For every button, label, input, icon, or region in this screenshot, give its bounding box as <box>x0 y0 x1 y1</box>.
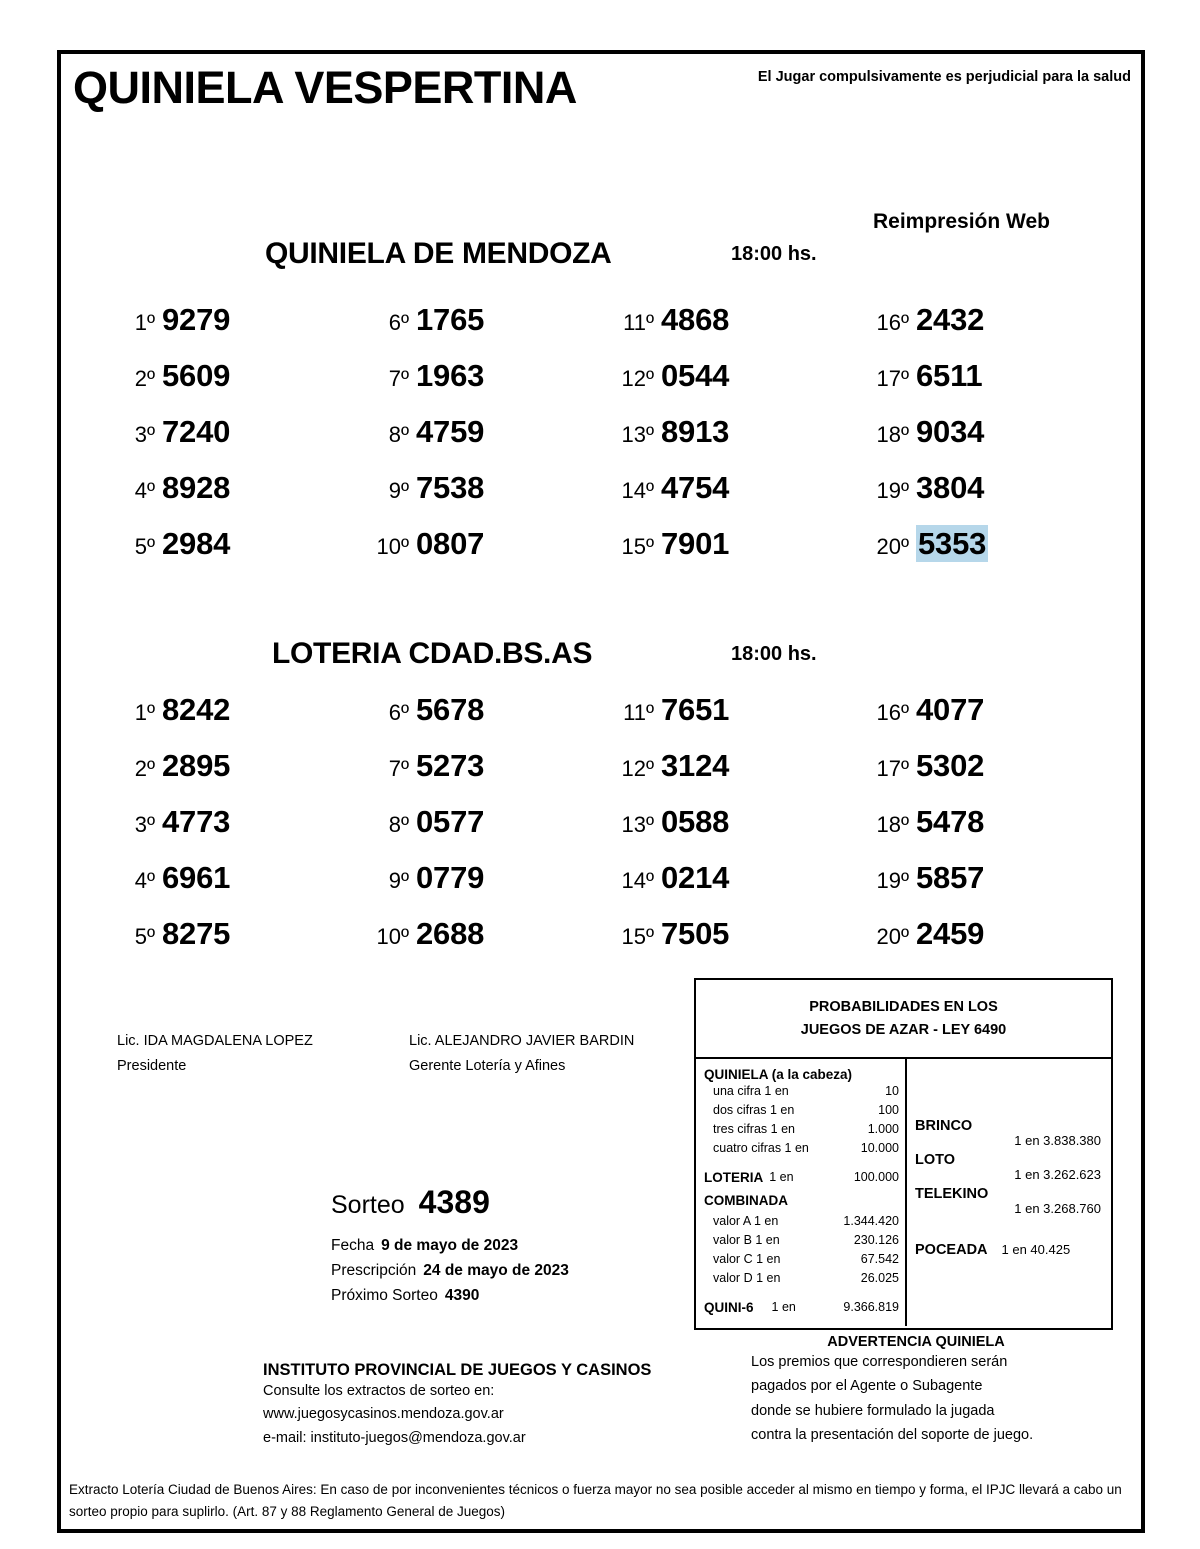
result-ordinal: 20º <box>876 924 909 949</box>
result-number: 2432 <box>916 302 985 337</box>
result-cell <box>606 472 729 503</box>
result-cell <box>861 862 984 893</box>
result-number: 1963 <box>416 358 485 393</box>
right-top-spacer <box>915 1067 1103 1118</box>
sorteo-proximo-label: Próximo Sorteo <box>331 1287 438 1305</box>
result-ordinal: 17º <box>876 366 909 391</box>
quiniela-row-2-label: dos cifras 1 en <box>713 1103 795 1117</box>
result-cell <box>606 750 729 781</box>
loteria-en: 1 en <box>769 1170 794 1184</box>
institute-block <box>263 1361 651 1450</box>
signature-manager <box>409 1029 634 1080</box>
result-number: 8913 <box>661 414 730 449</box>
result-number: 2984 <box>162 526 231 561</box>
result-number: 4077 <box>916 692 985 727</box>
result-ordinal: 7º <box>388 366 409 391</box>
combinada-head: COMBINADA <box>704 1192 788 1208</box>
reprint-label: Reimpresión Web <box>873 210 1050 233</box>
combinada-row-a <box>704 1212 899 1231</box>
result-number: 0577 <box>416 804 485 839</box>
result-number: 2688 <box>416 916 485 951</box>
combinada-row-b <box>704 1231 899 1250</box>
result-cell <box>861 806 984 837</box>
result-ordinal: 7º <box>388 756 409 781</box>
brinco-value: 1 en 3.838.380 <box>1014 1133 1101 1148</box>
spacer <box>704 1158 899 1167</box>
probabilities-body <box>696 1059 1111 1326</box>
result-number: 4773 <box>162 804 231 839</box>
quiniela-row-2 <box>704 1101 899 1120</box>
result-ordinal: 19º <box>876 478 909 503</box>
result-number: 0214 <box>661 860 730 895</box>
quini6-value: 9.366.819 <box>843 1299 899 1314</box>
result-ordinal: 2º <box>134 366 155 391</box>
result-number: 0588 <box>661 804 730 839</box>
result-number: 5609 <box>162 358 231 393</box>
result-ordinal: 1º <box>134 700 155 725</box>
telekino-label: TELEKINO <box>915 1186 989 1202</box>
institute-website[interactable]: www.juegosycasinos.mendoza.gov.ar <box>263 1406 504 1423</box>
result-cell <box>606 304 729 335</box>
result-ordinal: 11º <box>623 700 654 725</box>
combinada-row-d-value: 26.025 <box>860 1270 899 1285</box>
result-cell <box>117 694 230 725</box>
result-cell <box>117 304 230 335</box>
result-cell <box>117 360 230 391</box>
result-number: 4754 <box>661 470 730 505</box>
combinada-row-c <box>704 1250 899 1269</box>
sorteo-fecha-label: Fecha <box>331 1237 375 1254</box>
telekino-value: 1 en 3.268.760 <box>1014 1201 1101 1216</box>
brinco-label: BRINCO <box>915 1118 973 1134</box>
sorteo-number: 4389 <box>418 1184 490 1220</box>
result-cell <box>606 694 729 725</box>
result-cell <box>117 862 230 893</box>
advertencia-title: ADVERTENCIA QUINIELA <box>827 1334 1005 1350</box>
combinada-row-c-label: valor C 1 en <box>713 1251 781 1266</box>
probabilities-title <box>696 980 1111 1059</box>
result-ordinal: 4º <box>134 478 155 503</box>
quiniela-row-4-value: 10.000 <box>860 1141 899 1155</box>
result-ordinal: 3º <box>134 812 155 837</box>
quiniela-row-3 <box>704 1120 899 1139</box>
result-ordinal: 17º <box>876 756 909 781</box>
loto-value: 1 en 3.262.623 <box>1014 1167 1101 1182</box>
quiniela-row-3-label: tres cifras 1 en <box>713 1122 795 1136</box>
result-ordinal: 12º <box>621 756 654 781</box>
result-ordinal: 5º <box>134 534 155 559</box>
combinada-row-d <box>704 1269 899 1288</box>
result-cell <box>117 528 230 559</box>
result-cell <box>117 806 230 837</box>
result-cell <box>361 528 484 559</box>
result-cell <box>861 360 982 391</box>
advertencia-block <box>751 1334 1081 1447</box>
result-number: 6511 <box>916 358 983 393</box>
loteria-label: LOTERIA <box>704 1170 764 1185</box>
bottom-disclaimer: Extracto Lotería Ciudad de Buenos Aires: En caso de por inconvenientes técnicos o fuerza mayor no sea posible acceder al mismo en tiempo y forma, el IPJC llevará a cabo un sorteo propio para suplirlo. (Art. 87 y 88 Reglamento General de Juegos) <box>69 1482 1122 1520</box>
section-title-mendoza: QUINIELA DE MENDOZA <box>265 237 612 270</box>
result-cell <box>361 472 484 503</box>
result-number: 9279 <box>162 302 231 337</box>
quiniela-head: QUINIELA (a la cabeza) <box>704 1067 853 1082</box>
result-number: 5302 <box>916 748 985 783</box>
poceada-value: 1 en 40.425 <box>1001 1242 1071 1257</box>
section-header-loteria <box>61 609 1141 669</box>
result-number: 0807 <box>416 526 485 561</box>
title-bar <box>61 54 1141 132</box>
result-number: 7901 <box>661 526 730 561</box>
result-ordinal: 18º <box>876 812 909 837</box>
advertencia-line-3: donde se hubiere formulado la jugada <box>751 1402 995 1419</box>
poceada-row <box>915 1242 1103 1258</box>
result-cell <box>861 918 984 949</box>
institute-email[interactable]: e-mail: instituto-juegos@mendoza.gov.ar <box>263 1429 526 1446</box>
sorteo-fecha-value: 9 de mayo de 2023 <box>381 1237 519 1254</box>
quiniela-row-1 <box>704 1082 899 1101</box>
combinada-row-b-label: valor B 1 en <box>713 1232 780 1247</box>
result-cell <box>606 360 729 391</box>
result-number: 3124 <box>661 748 730 783</box>
result-cell <box>361 862 484 893</box>
result-number: 7505 <box>661 916 730 951</box>
result-number: 5478 <box>916 804 985 839</box>
result-cell <box>361 694 484 725</box>
result-cell <box>117 472 230 503</box>
result-cell <box>606 918 729 949</box>
result-ordinal: 16º <box>876 310 909 335</box>
sorteo-prescripcion-label: Prescripción <box>331 1262 417 1280</box>
result-cell <box>361 806 484 837</box>
quiniela-row-2-value: 100 <box>878 1103 899 1117</box>
result-cell <box>117 416 230 447</box>
signature-president-name: Lic. IDA MAGDALENA LOPEZ <box>117 1033 313 1049</box>
result-cell <box>606 806 729 837</box>
result-number: 8928 <box>162 470 231 505</box>
result-cell <box>117 750 230 781</box>
probabilities-right-column <box>907 1059 1111 1326</box>
quiniela-row-1-value: 10 <box>885 1084 899 1098</box>
sorteo-headline <box>331 1184 569 1221</box>
gambling-warning: El Jugar compulsivamente es perjudicial para la salud <box>757 69 1131 85</box>
result-ordinal: 18º <box>876 422 909 447</box>
sorteo-proximo <box>331 1283 569 1308</box>
result-number: 5857 <box>916 860 985 895</box>
result-ordinal: 5º <box>134 924 155 949</box>
result-number: 9034 <box>916 414 985 449</box>
poceada-label: POCEADA <box>915 1242 988 1258</box>
result-cell <box>606 862 729 893</box>
result-number: 7240 <box>162 414 231 449</box>
section-time-mendoza: 18:00 hs. <box>731 243 817 265</box>
result-number: 5273 <box>416 748 485 783</box>
signature-manager-role: Gerente Lotería y Afines <box>409 1058 566 1075</box>
quini6-en: 1 en <box>771 1299 796 1314</box>
institute-line-1: Consulte los extractos de sorteo en: <box>263 1383 495 1399</box>
result-number: 0779 <box>416 860 485 895</box>
section-header-mendoza <box>61 209 1141 269</box>
institute-title: INSTITUTO PROVINCIAL DE JUEGOS Y CASINOS <box>263 1361 652 1379</box>
result-cell <box>117 918 230 949</box>
result-ordinal: 10º <box>376 534 409 559</box>
result-ordinal: 16º <box>876 700 909 725</box>
result-cell <box>861 528 988 559</box>
result-ordinal: 13º <box>621 812 654 837</box>
quiniela-row-3-value: 1.000 <box>867 1122 899 1136</box>
combinada-row-b-value: 230.126 <box>853 1232 899 1247</box>
section-title-loteria: LOTERIA CDAD.BS.AS <box>272 637 593 670</box>
spacer-2 <box>704 1288 899 1297</box>
result-cell <box>861 750 984 781</box>
advertencia-line-1: Los premios que correspondieren serán <box>751 1354 1008 1370</box>
result-ordinal: 11º <box>623 310 654 335</box>
signature-manager-name: Lic. ALEJANDRO JAVIER BARDIN <box>409 1033 635 1049</box>
result-ordinal: 12º <box>621 366 654 391</box>
result-number: 3804 <box>916 470 985 505</box>
result-number: 2895 <box>162 748 231 783</box>
result-cell <box>606 416 729 447</box>
probabilities-box <box>694 978 1113 1330</box>
probabilities-left-column <box>696 1059 907 1326</box>
result-ordinal: 8º <box>388 812 409 837</box>
quiniela-row-4 <box>704 1139 899 1158</box>
result-cell <box>361 918 484 949</box>
sorteo-proximo-value: 4390 <box>444 1287 480 1305</box>
result-cell <box>361 304 484 335</box>
result-ordinal: 4º <box>134 868 155 893</box>
result-number: 5678 <box>416 692 485 727</box>
result-number: 0544 <box>661 358 730 393</box>
sorteo-prescripcion <box>331 1258 569 1283</box>
results-grid-loteria <box>61 694 1141 974</box>
advertencia-line-2: pagados por el Agente o Subagente <box>751 1378 983 1395</box>
result-ordinal: 6º <box>388 700 409 725</box>
probabilities-title-line2: JUEGOS DE AZAR - LEY 6490 <box>800 1021 1007 1038</box>
result-number: 4868 <box>661 302 730 337</box>
result-number: 4759 <box>416 414 485 449</box>
result-ordinal: 13º <box>621 422 654 447</box>
result-ordinal: 2º <box>134 756 155 781</box>
combinada-row-d-label: valor D 1 en <box>713 1270 781 1285</box>
probabilities-title-line1: PROBABILIDADES EN LOS <box>809 999 998 1016</box>
result-cell <box>861 304 984 335</box>
result-ordinal: 19º <box>876 868 909 893</box>
result-cell <box>361 360 484 391</box>
section-time-loteria: 18:00 hs. <box>731 643 817 665</box>
loteria-value: 100.000 <box>853 1170 899 1184</box>
advertencia-line-4: contra la presentación del soporte de juego. <box>751 1427 1034 1444</box>
result-number: 1765 <box>416 302 485 337</box>
sorteo-label: Sorteo <box>331 1191 405 1219</box>
sorteo-info <box>331 1184 569 1308</box>
result-ordinal: 9º <box>388 478 409 503</box>
result-ordinal: 6º <box>388 310 409 335</box>
result-cell <box>861 472 984 503</box>
result-ordinal: 1º <box>134 310 155 335</box>
result-cell <box>606 528 729 559</box>
result-number: 5353 <box>918 526 987 561</box>
signature-president-role: Presidente <box>117 1058 187 1075</box>
result-number: 7651 <box>661 692 730 727</box>
combinada-row-a-value: 1.344.420 <box>843 1213 899 1228</box>
signature-president <box>117 1029 313 1080</box>
combinada-row-c-value: 67.542 <box>860 1251 899 1266</box>
result-ordinal: 9º <box>388 868 409 893</box>
result-ordinal: 20º <box>876 534 909 559</box>
result-ordinal: 14º <box>621 478 654 503</box>
quini6-label: QUINI-6 <box>704 1299 754 1315</box>
result-number: 2459 <box>916 916 985 951</box>
result-number: 8275 <box>162 916 231 951</box>
combinada-row-a-label: valor A 1 en <box>713 1213 779 1228</box>
page-title: QUINIELA VESPERTINA <box>73 62 577 113</box>
quiniela-row-1-label: una cifra 1 en <box>713 1084 789 1098</box>
result-cell <box>361 416 484 447</box>
result-ordinal: 3º <box>134 422 155 447</box>
extract-sheet <box>57 50 1145 1533</box>
loteria-row <box>704 1167 899 1190</box>
quini6-row <box>704 1297 899 1320</box>
result-number: 7538 <box>416 470 485 505</box>
result-cell <box>861 416 984 447</box>
result-number: 8242 <box>162 692 231 727</box>
results-grid-mendoza <box>61 304 1141 584</box>
result-ordinal: 15º <box>621 924 654 949</box>
result-cell <box>361 750 484 781</box>
result-ordinal: 10º <box>376 924 409 949</box>
quiniela-row-4-label: cuatro cifras 1 en <box>713 1141 809 1155</box>
result-ordinal: 15º <box>621 534 654 559</box>
sorteo-fecha <box>331 1233 569 1258</box>
sorteo-prescripcion-value: 24 de mayo de 2023 <box>423 1262 569 1280</box>
result-number: 6961 <box>162 860 231 895</box>
result-cell <box>861 694 984 725</box>
result-ordinal: 14º <box>621 868 654 893</box>
result-ordinal: 8º <box>388 422 409 447</box>
loto-label: LOTO <box>915 1152 956 1168</box>
